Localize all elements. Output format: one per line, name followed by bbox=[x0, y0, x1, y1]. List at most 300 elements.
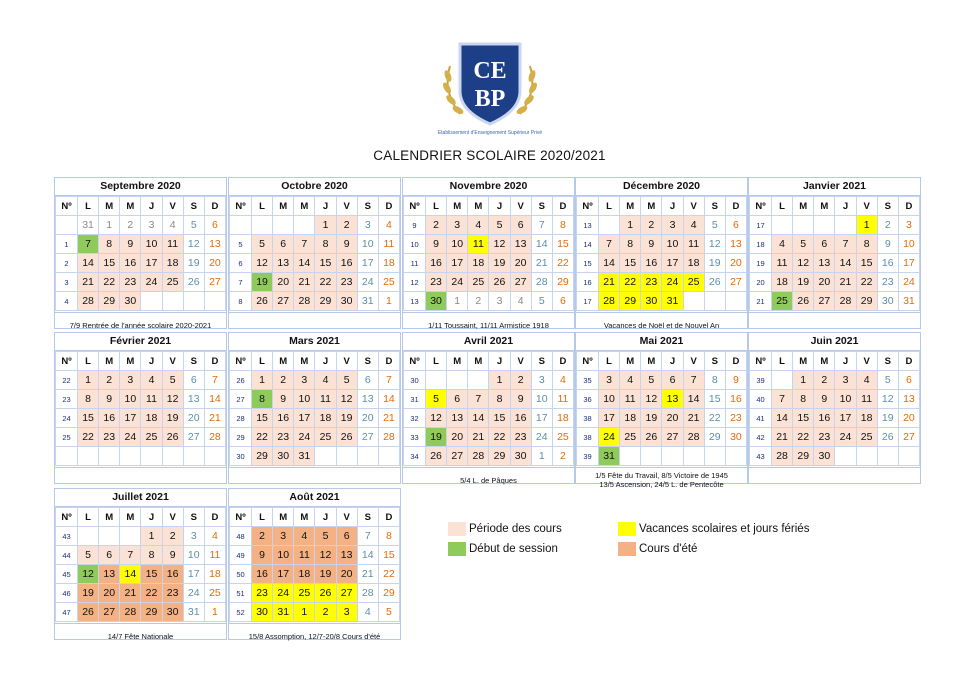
day-cell: 30 bbox=[878, 292, 898, 310]
day-cell: 16 bbox=[641, 254, 661, 272]
weekday-header: S bbox=[184, 508, 204, 526]
day-cell: 10 bbox=[141, 235, 161, 253]
day-cell: 17 bbox=[141, 254, 161, 272]
weekday-header: S bbox=[532, 352, 552, 370]
day-cell: 12 bbox=[315, 546, 335, 564]
week-number: 41 bbox=[750, 409, 771, 427]
day-cell: 17 bbox=[358, 254, 378, 272]
day-cell: 8 bbox=[252, 390, 272, 408]
day-cell: 11 bbox=[294, 546, 314, 564]
day-cell: 15 bbox=[553, 235, 573, 253]
week-number: 34 bbox=[404, 447, 425, 465]
day-cell: 27 bbox=[447, 447, 467, 465]
day-cell: 2 bbox=[337, 216, 357, 234]
day-cell: 5 bbox=[337, 371, 357, 389]
week-number: 38 bbox=[577, 428, 598, 446]
day-cell bbox=[358, 447, 378, 465]
day-cell: 25 bbox=[620, 428, 640, 446]
day-cell: 20 bbox=[447, 428, 467, 446]
day-cell: 22 bbox=[553, 254, 573, 272]
day-cell: 13 bbox=[814, 254, 834, 272]
weekday-header: S bbox=[878, 197, 898, 215]
day-cell: 28 bbox=[379, 428, 399, 446]
legend-item bbox=[448, 522, 562, 536]
day-cell: 14 bbox=[772, 409, 792, 427]
day-cell: 31 bbox=[662, 292, 682, 310]
weekday-header: S bbox=[532, 197, 552, 215]
day-cell: 14 bbox=[358, 546, 378, 564]
day-cell: 31 bbox=[273, 603, 293, 621]
day-cell: 28 bbox=[205, 428, 225, 446]
day-cell: 6 bbox=[662, 371, 682, 389]
day-cell: 21 bbox=[835, 273, 855, 291]
weekday-header: M bbox=[99, 352, 119, 370]
week-number: 51 bbox=[230, 584, 251, 602]
day-cell: 15 bbox=[78, 409, 98, 427]
day-cell: 4 bbox=[553, 371, 573, 389]
day-cell: 21 bbox=[205, 409, 225, 427]
day-cell: 25 bbox=[772, 292, 792, 310]
month-days-grid bbox=[403, 351, 574, 465]
weekday-header: M bbox=[468, 352, 488, 370]
day-cell: 21 bbox=[684, 409, 704, 427]
weekday-header: D bbox=[379, 197, 399, 215]
day-cell: 7 bbox=[120, 546, 140, 564]
week-number: 39 bbox=[577, 447, 598, 465]
day-cell: 2 bbox=[163, 527, 183, 545]
month-title: Juillet 2021 bbox=[55, 489, 226, 507]
day-cell: 27 bbox=[899, 428, 919, 446]
day-cell: 4 bbox=[379, 216, 399, 234]
day-cell bbox=[141, 292, 161, 310]
day-cell: 27 bbox=[184, 428, 204, 446]
day-cell: 3 bbox=[273, 527, 293, 545]
week-number: 32 bbox=[404, 409, 425, 427]
day-cell: 21 bbox=[358, 565, 378, 583]
day-cell: 6 bbox=[447, 390, 467, 408]
day-cell: 14 bbox=[120, 565, 140, 583]
day-cell: 14 bbox=[78, 254, 98, 272]
day-cell: 15 bbox=[793, 409, 813, 427]
month-block bbox=[575, 177, 748, 329]
week-number: 15 bbox=[577, 254, 598, 272]
day-cell: 12 bbox=[489, 235, 509, 253]
day-cell: 15 bbox=[99, 254, 119, 272]
day-cell bbox=[252, 216, 272, 234]
month-note: 15/8 Assomption, 12/7-20/8 Cours d'été bbox=[229, 623, 400, 648]
week-number: 20 bbox=[750, 273, 771, 291]
day-cell: 9 bbox=[163, 546, 183, 564]
weekday-header: V bbox=[857, 197, 877, 215]
day-cell: 30 bbox=[163, 603, 183, 621]
day-cell: 18 bbox=[772, 273, 792, 291]
week-number: 1 bbox=[56, 235, 77, 253]
weekday-header: D bbox=[726, 197, 746, 215]
weekday-header: Nº bbox=[577, 197, 598, 215]
day-cell: 3 bbox=[447, 216, 467, 234]
day-cell: 29 bbox=[252, 447, 272, 465]
month-days-grid bbox=[403, 196, 574, 310]
day-cell: 2 bbox=[511, 371, 531, 389]
day-cell: 25 bbox=[141, 428, 161, 446]
week-number: 33 bbox=[404, 428, 425, 446]
day-cell: 6 bbox=[899, 371, 919, 389]
day-cell bbox=[793, 216, 813, 234]
weekday-header: M bbox=[620, 197, 640, 215]
day-cell: 8 bbox=[793, 390, 813, 408]
day-cell: 4 bbox=[684, 216, 704, 234]
day-cell: 4 bbox=[294, 527, 314, 545]
weekday-header: M bbox=[120, 352, 140, 370]
day-cell: 24 bbox=[184, 584, 204, 602]
day-cell: 10 bbox=[120, 390, 140, 408]
day-cell: 8 bbox=[857, 235, 877, 253]
day-cell: 23 bbox=[120, 273, 140, 291]
week-number: 21 bbox=[750, 292, 771, 310]
day-cell: 12 bbox=[705, 235, 725, 253]
day-cell: 19 bbox=[163, 409, 183, 427]
day-cell: 22 bbox=[315, 273, 335, 291]
week-number: 49 bbox=[230, 546, 251, 564]
day-cell bbox=[599, 216, 619, 234]
day-cell: 18 bbox=[379, 254, 399, 272]
day-cell: 1 bbox=[315, 216, 335, 234]
day-cell: 9 bbox=[814, 390, 834, 408]
day-cell: 27 bbox=[337, 584, 357, 602]
week-number: 13 bbox=[577, 216, 598, 234]
weekday-header: D bbox=[899, 197, 919, 215]
day-cell: 28 bbox=[358, 584, 378, 602]
day-cell: 8 bbox=[489, 390, 509, 408]
day-cell bbox=[99, 527, 119, 545]
day-cell bbox=[99, 447, 119, 465]
day-cell bbox=[426, 371, 446, 389]
day-cell: 23 bbox=[252, 584, 272, 602]
day-cell bbox=[163, 292, 183, 310]
day-cell: 29 bbox=[857, 292, 877, 310]
day-cell: 4 bbox=[205, 527, 225, 545]
day-cell: 5 bbox=[78, 546, 98, 564]
weekday-header: L bbox=[78, 508, 98, 526]
day-cell: 24 bbox=[358, 273, 378, 291]
weekday-header: M bbox=[294, 508, 314, 526]
legend-swatch bbox=[448, 522, 466, 536]
day-cell: 9 bbox=[726, 371, 746, 389]
day-cell: 19 bbox=[426, 428, 446, 446]
day-cell: 16 bbox=[120, 254, 140, 272]
day-cell: 7 bbox=[684, 371, 704, 389]
weekday-header: Nº bbox=[577, 352, 598, 370]
day-cell: 13 bbox=[447, 409, 467, 427]
day-cell: 7 bbox=[294, 235, 314, 253]
weekday-header: D bbox=[726, 352, 746, 370]
day-cell: 9 bbox=[273, 390, 293, 408]
day-cell: 5 bbox=[315, 527, 335, 545]
day-cell: 5 bbox=[163, 371, 183, 389]
day-cell: 18 bbox=[294, 565, 314, 583]
day-cell: 12 bbox=[426, 409, 446, 427]
day-cell: 19 bbox=[641, 409, 661, 427]
day-cell: 22 bbox=[78, 428, 98, 446]
weekday-header: M bbox=[814, 352, 834, 370]
day-cell: 17 bbox=[662, 254, 682, 272]
day-cell: 23 bbox=[511, 428, 531, 446]
weekday-header: L bbox=[78, 197, 98, 215]
day-cell: 17 bbox=[294, 409, 314, 427]
month-title: Septembre 2020 bbox=[55, 178, 226, 196]
week-number: 40 bbox=[750, 390, 771, 408]
week-number: 25 bbox=[56, 428, 77, 446]
day-cell: 11 bbox=[315, 390, 335, 408]
weekday-header: J bbox=[141, 352, 161, 370]
day-cell: 18 bbox=[163, 254, 183, 272]
weekday-header: M bbox=[620, 352, 640, 370]
weekday-header: Nº bbox=[56, 197, 77, 215]
day-cell: 11 bbox=[468, 235, 488, 253]
legend-swatch bbox=[618, 542, 636, 556]
week-number: 31 bbox=[404, 390, 425, 408]
day-cell: 4 bbox=[141, 371, 161, 389]
day-cell: 22 bbox=[379, 565, 399, 583]
day-cell: 16 bbox=[252, 565, 272, 583]
weekday-header: M bbox=[447, 352, 467, 370]
day-cell: 31 bbox=[78, 216, 98, 234]
month-title: Avril 2021 bbox=[403, 333, 574, 351]
day-cell: 14 bbox=[599, 254, 619, 272]
day-cell: 9 bbox=[252, 546, 272, 564]
day-cell: 20 bbox=[273, 273, 293, 291]
month-title: Février 2021 bbox=[55, 333, 226, 351]
day-cell bbox=[337, 447, 357, 465]
day-cell bbox=[835, 447, 855, 465]
day-cell: 31 bbox=[599, 447, 619, 465]
weekday-header: Nº bbox=[230, 508, 251, 526]
weekday-header: J bbox=[489, 352, 509, 370]
week-number: 35 bbox=[577, 371, 598, 389]
day-cell: 26 bbox=[252, 292, 272, 310]
day-cell: 26 bbox=[489, 273, 509, 291]
day-cell bbox=[684, 447, 704, 465]
day-cell: 8 bbox=[553, 216, 573, 234]
day-cell: 27 bbox=[814, 292, 834, 310]
day-cell: 20 bbox=[337, 565, 357, 583]
day-cell: 24 bbox=[599, 428, 619, 446]
day-cell: 24 bbox=[141, 273, 161, 291]
day-cell bbox=[205, 447, 225, 465]
day-cell: 7 bbox=[532, 216, 552, 234]
day-cell: 24 bbox=[835, 428, 855, 446]
day-cell: 3 bbox=[662, 216, 682, 234]
legend-item bbox=[618, 522, 809, 536]
weekday-header: S bbox=[358, 352, 378, 370]
weekday-header: D bbox=[379, 508, 399, 526]
day-cell: 25 bbox=[163, 273, 183, 291]
day-cell: 4 bbox=[857, 371, 877, 389]
day-cell: 11 bbox=[553, 390, 573, 408]
day-cell: 23 bbox=[99, 428, 119, 446]
month-days-grid bbox=[576, 196, 747, 310]
day-cell bbox=[120, 447, 140, 465]
day-cell: 6 bbox=[553, 292, 573, 310]
month-block bbox=[228, 177, 401, 329]
day-cell: 14 bbox=[205, 390, 225, 408]
day-cell: 30 bbox=[426, 292, 446, 310]
day-cell: 16 bbox=[163, 565, 183, 583]
day-cell: 13 bbox=[273, 254, 293, 272]
weekday-header: J bbox=[141, 197, 161, 215]
day-cell: 18 bbox=[141, 409, 161, 427]
day-cell: 16 bbox=[337, 254, 357, 272]
week-number: 36 bbox=[577, 390, 598, 408]
day-cell: 11 bbox=[620, 390, 640, 408]
day-cell: 1 bbox=[532, 447, 552, 465]
day-cell: 19 bbox=[78, 584, 98, 602]
legend bbox=[448, 522, 848, 562]
week-number: 2 bbox=[56, 254, 77, 272]
day-cell: 8 bbox=[99, 235, 119, 253]
day-cell: 6 bbox=[358, 371, 378, 389]
weekday-header: M bbox=[793, 197, 813, 215]
day-cell: 13 bbox=[511, 235, 531, 253]
weekday-header: L bbox=[426, 352, 446, 370]
weekday-header: D bbox=[379, 352, 399, 370]
week-number: 52 bbox=[230, 603, 251, 621]
day-cell: 12 bbox=[641, 390, 661, 408]
month-note: 1/5 Fête du Travail, 8/5 Victoire de 1945 13/5 Ascension, 24/5 L. de Pentecôte bbox=[576, 467, 747, 492]
day-cell: 6 bbox=[511, 216, 531, 234]
day-cell: 25 bbox=[684, 273, 704, 291]
day-cell: 3 bbox=[532, 371, 552, 389]
day-cell: 22 bbox=[857, 273, 877, 291]
weekday-header: J bbox=[662, 352, 682, 370]
day-cell: 28 bbox=[468, 447, 488, 465]
day-cell: 13 bbox=[184, 390, 204, 408]
month-note bbox=[749, 467, 920, 492]
day-cell: 18 bbox=[315, 409, 335, 427]
day-cell: 12 bbox=[163, 390, 183, 408]
day-cell: 7 bbox=[78, 235, 98, 253]
month-days-grid bbox=[55, 351, 226, 465]
day-cell: 7 bbox=[835, 235, 855, 253]
month-block bbox=[748, 332, 921, 484]
day-cell: 6 bbox=[184, 371, 204, 389]
week-number: 46 bbox=[56, 584, 77, 602]
week-number bbox=[230, 216, 251, 234]
weekday-header: D bbox=[899, 352, 919, 370]
week-number: 48 bbox=[230, 527, 251, 545]
day-cell bbox=[857, 447, 877, 465]
weekday-header: L bbox=[252, 197, 272, 215]
weekday-header: M bbox=[793, 352, 813, 370]
day-cell bbox=[705, 292, 725, 310]
day-cell: 8 bbox=[78, 390, 98, 408]
day-cell: 7 bbox=[599, 235, 619, 253]
day-cell: 4 bbox=[315, 371, 335, 389]
day-cell: 9 bbox=[337, 235, 357, 253]
day-cell: 17 bbox=[184, 565, 204, 583]
day-cell bbox=[835, 216, 855, 234]
day-cell: 24 bbox=[662, 273, 682, 291]
week-number: 18 bbox=[750, 235, 771, 253]
weekday-header: L bbox=[772, 197, 792, 215]
week-number: 8 bbox=[230, 292, 251, 310]
week-number: 45 bbox=[56, 565, 77, 583]
day-cell: 10 bbox=[447, 235, 467, 253]
weekday-header: D bbox=[205, 508, 225, 526]
day-cell: 29 bbox=[379, 584, 399, 602]
cebp-logo bbox=[420, 36, 560, 136]
weekday-header: J bbox=[662, 197, 682, 215]
day-cell: 5 bbox=[878, 371, 898, 389]
day-cell: 21 bbox=[379, 409, 399, 427]
weekday-header: M bbox=[99, 197, 119, 215]
month-block bbox=[228, 488, 401, 640]
day-cell: 12 bbox=[78, 565, 98, 583]
day-cell: 13 bbox=[726, 235, 746, 253]
day-cell: 1 bbox=[252, 371, 272, 389]
week-number: 12 bbox=[404, 273, 425, 291]
day-cell: 11 bbox=[163, 235, 183, 253]
day-cell: 23 bbox=[163, 584, 183, 602]
weekday-header: S bbox=[705, 197, 725, 215]
day-cell: 21 bbox=[468, 428, 488, 446]
weekday-header: V bbox=[511, 352, 531, 370]
day-cell: 2 bbox=[641, 216, 661, 234]
day-cell: 11 bbox=[684, 235, 704, 253]
day-cell: 16 bbox=[726, 390, 746, 408]
day-cell: 28 bbox=[599, 292, 619, 310]
day-cell: 17 bbox=[599, 409, 619, 427]
day-cell: 30 bbox=[511, 447, 531, 465]
month-block bbox=[575, 332, 748, 489]
day-cell: 10 bbox=[662, 235, 682, 253]
day-cell: 25 bbox=[205, 584, 225, 602]
month-days-grid bbox=[55, 196, 226, 310]
day-cell bbox=[684, 292, 704, 310]
month-block bbox=[748, 177, 921, 329]
legend-swatch bbox=[448, 542, 466, 556]
day-cell: 21 bbox=[599, 273, 619, 291]
day-cell bbox=[163, 447, 183, 465]
day-cell: 10 bbox=[532, 390, 552, 408]
day-cell: 27 bbox=[662, 428, 682, 446]
day-cell bbox=[662, 447, 682, 465]
weekday-header: S bbox=[184, 352, 204, 370]
week-number: 19 bbox=[750, 254, 771, 272]
weekday-header: D bbox=[205, 352, 225, 370]
weekday-header: D bbox=[205, 197, 225, 215]
month-block bbox=[402, 177, 575, 329]
day-cell: 1 bbox=[489, 371, 509, 389]
day-cell: 21 bbox=[294, 273, 314, 291]
day-cell: 1 bbox=[99, 216, 119, 234]
day-cell: 2 bbox=[120, 216, 140, 234]
day-cell: 2 bbox=[252, 527, 272, 545]
weekday-header: Nº bbox=[404, 352, 425, 370]
day-cell: 7 bbox=[379, 371, 399, 389]
day-cell: 31 bbox=[358, 292, 378, 310]
day-cell: 22 bbox=[489, 428, 509, 446]
day-cell: 14 bbox=[835, 254, 855, 272]
day-cell: 29 bbox=[705, 428, 725, 446]
day-cell: 2 bbox=[99, 371, 119, 389]
weekday-header: M bbox=[294, 197, 314, 215]
week-number: 30 bbox=[230, 447, 251, 465]
weekday-header: V bbox=[163, 508, 183, 526]
month-days-grid bbox=[229, 196, 400, 310]
month-title: Janvier 2021 bbox=[749, 178, 920, 196]
day-cell: 30 bbox=[273, 447, 293, 465]
